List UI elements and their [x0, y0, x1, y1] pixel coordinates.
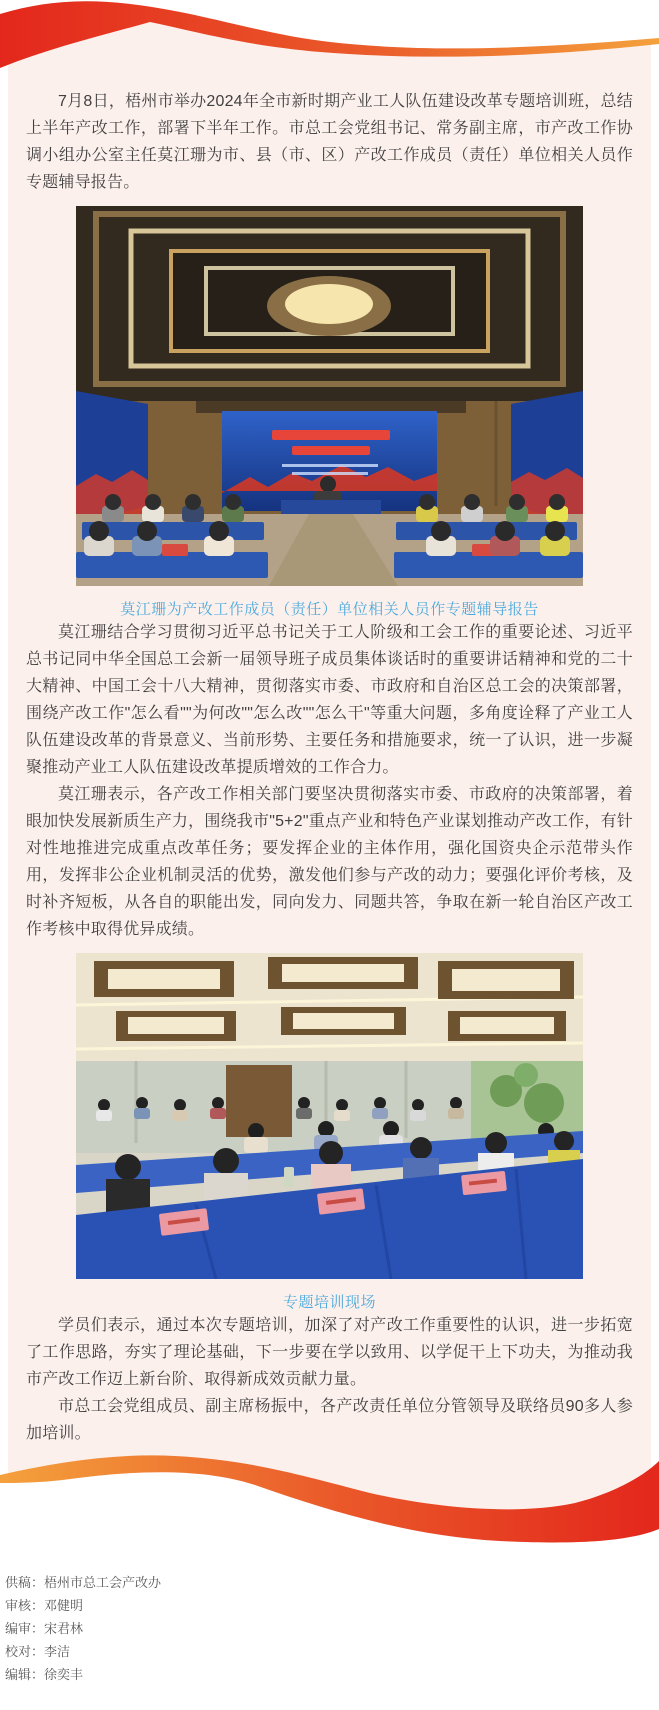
article-credits: [0, 1557, 659, 1698]
article-image-1[interactable]: [76, 206, 583, 586]
article-content: [8, 88, 651, 1447]
bottom-wave-decoration: [0, 1449, 659, 1557]
paragraph-2: 莫江珊结合学习贯彻习近平总书记关于工人阶级和工会工作的重要论述、习近平总书记同中华全国总工会新一届领导班子成员集体谈话时的重要讲话精神和党的二十大精神、中国工会十八大精神，贯彻落实市委、市政府和自治区总工会的决策部署，围绕产改工作"怎么看""为何改""怎么改""怎么干"等重大问题，多角度诠释了产业工人队伍建设改革的背景意义、当前形势、主要任务和措施要求，统一了认识，进一步凝聚推动产业工人队伍建设改革提质增效的工作合力。: [26, 624, 633, 776]
article-card: [8, 0, 651, 1557]
photo-training-audience: [76, 953, 583, 1279]
photo-conference-hall: [76, 206, 583, 586]
paragraph-1: 7月8日，梧州市举办2024年全市新时期产业工人队伍建设改革专题培训班，总结上半年产改工作，部署下半年工作。市总工会党组书记、常务副主席，市产改工作协调小组办公室主任莫江珊为市、县（市、区）产改工作成员（责任）单位相关人员作专题辅导报告。: [26, 93, 633, 191]
credit-editor: 编辑：徐奕丰: [5, 1667, 84, 1682]
credit-reviewer: 审核：邓健明: [5, 1598, 84, 1613]
paragraph-4: 学员们表示，通过本次专题培训，加深了对产改工作重要性的认识，进一步拓宽了工作思路，夯实了理论基础，下一步要在学以致用、以学促干上下功夫，为推动我市产改工作迈上新台阶、取得新成效贡献力量。: [26, 1317, 633, 1388]
credit-proofreader: 校对：李洁: [5, 1644, 71, 1659]
credit-contributor: 供稿：梧州市总工会产改办: [5, 1575, 162, 1590]
credit-editor-reviewer: 编审：宋君林: [5, 1621, 84, 1636]
top-wave-decoration: [0, 0, 659, 88]
image-caption-2: 专题培训现场: [282, 1294, 376, 1311]
image-caption-1: 莫江珊为产改工作成员（责任）单位相关人员作专题辅导报告: [120, 601, 539, 618]
paragraph-3: 莫江珊表示，各产改工作相关部门要坚决贯彻落实市委、市政府的决策部署，着眼加快发展新质生产力，围绕我市"5+2"重点产业和特色产业谋划推动产改工作，有针对性地推进完成重点改革任务；要发挥企业的主体作用，强化国资央企示范带头作用，发挥非公企业机制灵活的优势，激发他们参与产改的动力；要强化评价考核，及时补齐短板，从各自的职能出发，同向发力、同题共答，争取在新一轮自治区产改工作考核中取得优异成绩。: [26, 786, 633, 938]
paragraph-5: 市总工会党组成员、副主席杨振中，各产改责任单位分管领导及联络员90多人参加培训。: [26, 1398, 633, 1442]
article-image-2[interactable]: [76, 953, 583, 1279]
